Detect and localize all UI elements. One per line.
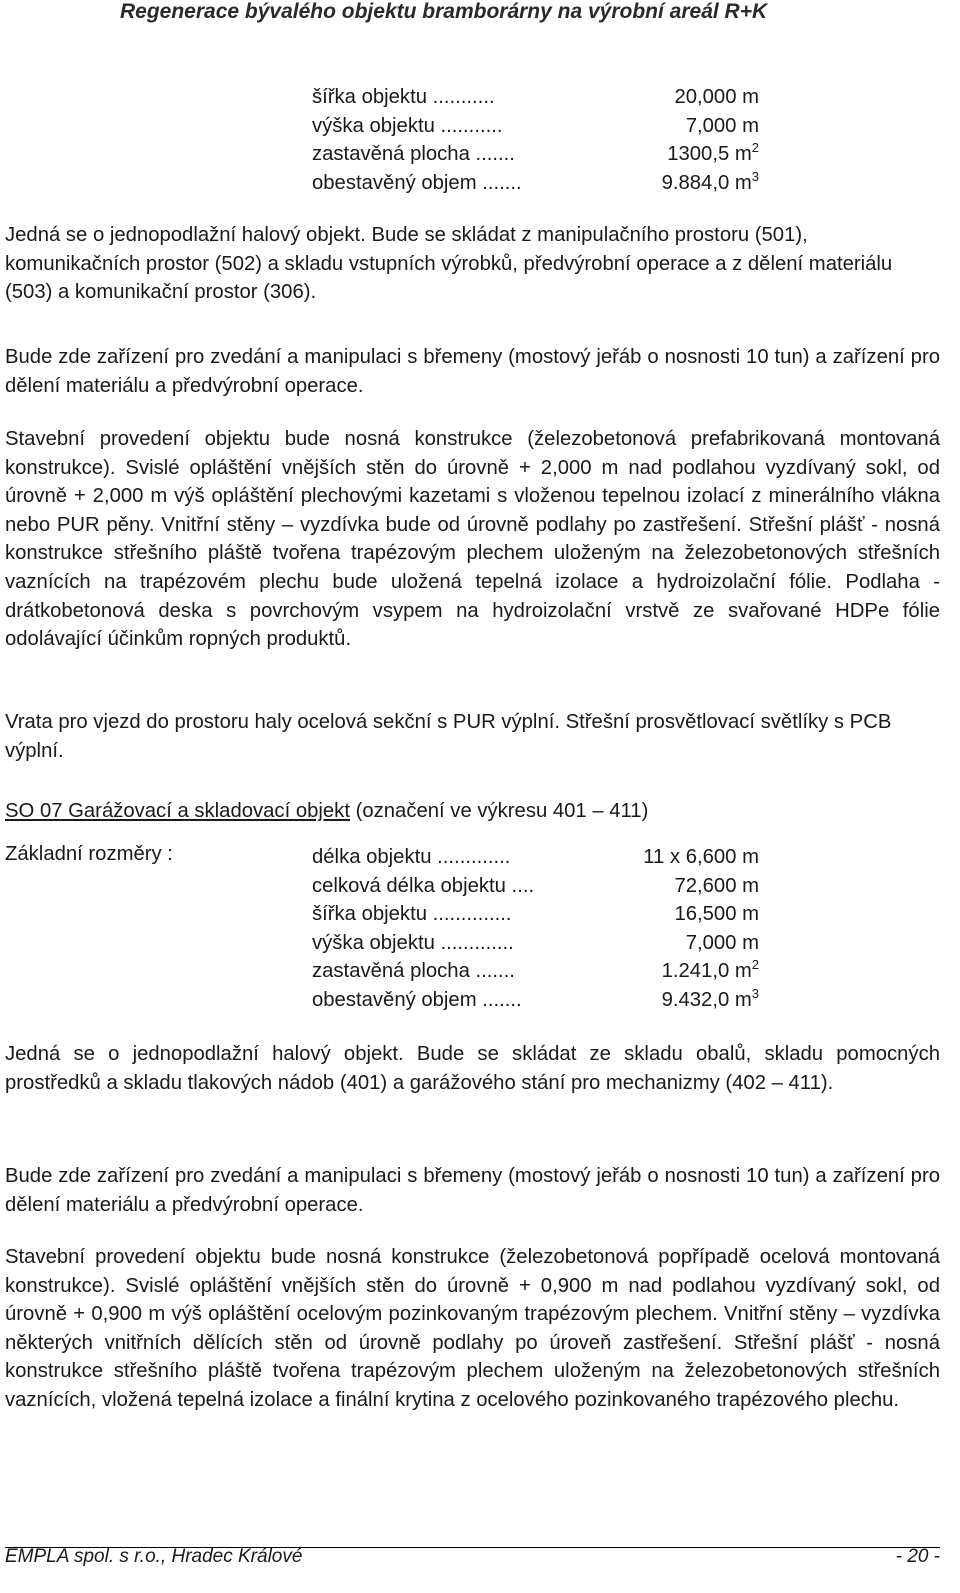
spec-label: obestavěný objem .......: [312, 171, 522, 194]
spec-value: 1300,5 $m^2$: [667, 140, 759, 166]
spec-label: šířka objektu ...........: [312, 86, 495, 108]
basic-dimensions-label: Základní rozměry :: [5, 843, 173, 865]
spec-value: 72,600 m: [674, 874, 759, 897]
spec-value: 7,000 m: [685, 931, 759, 954]
spec-label: obestavěný objem .......: [312, 988, 522, 1011]
spec-value: 9.884,0 $m^3$: [661, 169, 759, 194]
paragraph: Stavební provedení objektu bude nosná konstrukce (železobetonová popřípadě ocelová montovaná konstrukce). Svislé opláštění vnějších stěn do úrovně + 0,900 m nad podlahou vyzdívaný sokl, od úrovně + 0,900 m výš opláštění ocelovým pozinkovaným trapézovým plechem. Vnitřní stěny – vyzdívka některých vnitřních dělících stěn od úrovně podlahy po úroveň zastřešení. Střešní plášť - nosná konstrukce střešního pláště tvořena trapézovým plechem uloženým na železobetonových střešních vaznících, vložená tepelná izolace a finální krytina z ocelového pozinkovaného trapézového plechu.: [5, 1246, 940, 1411]
paragraph: Stavební provedení objektu bude nosná konstrukce (železobetonová prefabrikovaná montovaná konstrukce). Svislé opláštění vnějších stěn do úrovně + 2,000 m nad podlahou vyzdívaný sokl, od úrovně + 2,000 m výš opláštění plechovými kazetami s vloženou tepelnou izolací z minerálního vlákna nebo PUR pěny. Vnitřní stěny – vyzdívka bude od úrovně podlahy po zastřešení. Střešní plášť - nosná konstrukce střešního pláště tvořena trapézovým plechem uloženým na železobetonových střešních vaznících na trapézovém plechu bude uložená tepelná izolace a hydroizolační fólie. Podlaha - drátkobetonová deska s povrchovým vsypem na hydroizolační vrstvě ze svařované HDPe fólie odolávající účinkům ropných produktů.: [5, 428, 940, 651]
paragraph: Jedná se o jednopodlažní halový objekt. Bude se skládat ze skladu obalů, skladu pomocných prostředků a skladu tlakových nádob (401) a garážového stání pro mechanizmy (402 – 411).: [5, 1043, 940, 1094]
spec-table-1: [312, 83, 759, 197]
spec-label: šířka objektu ..............: [312, 903, 512, 926]
spec-row: [312, 986, 759, 1015]
spec-row: [312, 83, 759, 112]
section-title: SO 07 Garážovací a skladovací objekt: [5, 800, 350, 822]
superscript: 2: [751, 957, 759, 973]
section-heading: [5, 800, 648, 823]
footer-company: EMPLA spol. s r.o., Hradec Králové: [5, 1546, 303, 1567]
spec-label: zastavěná plocha .......: [312, 143, 515, 166]
spec-row: [312, 843, 759, 872]
superscript: 2: [751, 140, 759, 156]
spec-row: [312, 169, 759, 198]
paragraph: Jedná se o jednopodlažní halový objekt. Bude se skládat z manipulačního prostoru (501), komunikačních prostor (502) a skladu vstupních výrobků, předvýrobní operace a z dělení materiálu (503) a komunikační prostor (306).: [5, 224, 893, 304]
spec-row: [312, 929, 759, 958]
spec-label: délka objektu .............: [312, 846, 511, 868]
spec-label: zastavěná plocha .......: [312, 960, 515, 983]
spec-value: 11 x 6,600 m: [643, 846, 759, 868]
spec-label: výška objektu ...........: [312, 114, 503, 137]
spec-table-2: [312, 843, 759, 1015]
spec-value: 9.432,0 $m^3$: [661, 986, 759, 1011]
spec-row: [312, 957, 759, 986]
paragraph: Bude zde zařízení pro zvedání a manipulaci s břemeny (mostový jeřáb o nosnosti 10 tun) a zařízení pro dělení materiálu a předvýrobní operace.: [5, 1165, 940, 1216]
superscript: 3: [751, 986, 759, 1002]
spec-value: 7,000 m: [685, 114, 759, 137]
spec-value: 16,500 m: [674, 903, 759, 926]
spec-row: [312, 900, 759, 929]
spec-value: 20,000 m: [674, 86, 759, 108]
paragraph: Vrata pro vjezd do prostoru haly ocelová sekční s PUR výplní. Střešní prosvětlovací světlíky s PCB výplní.: [5, 711, 892, 762]
superscript: 3: [751, 169, 759, 185]
page-number: - 20 -: [895, 1546, 940, 1567]
spec-row: [312, 112, 759, 141]
spec-label: výška objektu .............: [312, 931, 514, 954]
spec-value: 1.241,0 $m^2$: [661, 957, 759, 983]
spec-row: [312, 872, 759, 901]
page-header-title: Regenerace bývalého objektu bramborárny na výrobní areál R+K: [120, 0, 768, 23]
spec-label: celková délka objektu ....: [312, 874, 535, 897]
section-title-note: (označení ve výkresu 401 – 411): [349, 800, 649, 822]
spec-row: [312, 140, 759, 169]
paragraph: Bude zde zařízení pro zvedání a manipulaci s břemeny (mostový jeřáb o nosnosti 10 tun) a zařízení pro dělení materiálu a předvýrobní operace.: [5, 346, 940, 397]
